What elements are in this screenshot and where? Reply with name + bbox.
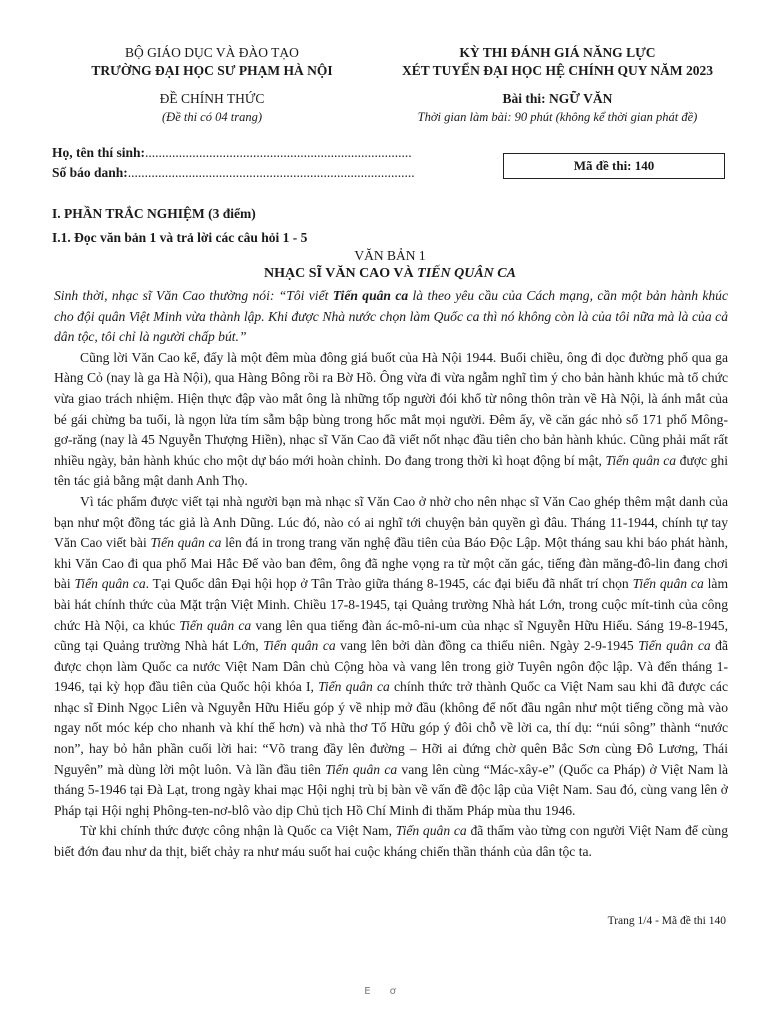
page-count: (Đề thi có 04 trang) [162,110,262,124]
section-heading: I. PHẦN TRẮC NGHIỆM (3 điểm) [52,206,256,221]
paragraph-1: Cũng lời Văn Cao kể, đấy là một đêm mùa đông giá buốt của Hà Nội 1944. Buổi chiều, ông đi dọc đường phố qua ga Hàng Cỏ (nay là ga Hà Nội), qua Hàng Bông rồi ra Bờ Hồ. Ông vừa đi vừa ngẫm nghĩ tìm ý cho bản hành khúc mà tổ chức vừa giao trách nhiệm. Hiện thực đập vào mắt ông là những tốp người đói khổ từ nông thôn tràn về Hà Nội, là ánh mắt của bé gái chừng ba tuổi, là ngọn lửa tím sẫm bập bùng trong hốc mắt mọi người. Đêm ấy, về căn gác nhỏ số 171 phố Mông-gơ-răng (nay là 45 Nguyễn Thượng Hiền), nhạc sĩ Văn Cao đã viết nốt nhạc đầu tiên cho bản hành khúc. Cũng phải mất rất nhiều ngày, bản hành khúc cho một dự báo mới hoàn chỉnh. Do đang trong thời kì hoạt động bí mật, Tiến quân ca được ghi tên tác giả bằng mật danh Anh Thọ. [54,349,728,489]
candidate-id-line [52,164,415,182]
candidate-name-label: Họ, tên thí sinh: [52,145,146,160]
passage-title-main: NHẠC SĨ VĂN CAO VÀ [264,266,418,281]
university-name: TRƯỜNG ĐẠI HỌC SƯ PHẠM HÀ NỘI [91,63,333,78]
subject-label: Bài thi: NGỮ VĂN [502,91,613,106]
candidate-id-dots: ..................................................................................... [127,165,415,180]
admission-name: XÉT TUYỂN ĐẠI HỌC HỆ CHÍNH QUY NĂM 2023 [401,63,714,78]
passage-body [54,286,728,863]
passage-title [52,265,728,283]
scan-mark: E ơ [364,986,404,997]
header-left [52,44,372,126]
paragraph-2: Vì tác phẩm được viết tại nhà người bạn mà nhạc sĩ Văn Cao ở nhờ cho nên nhạc sĩ Văn Cao ghép thêm mật danh của bạn như một đồng tác giả là Anh Dũng. Lúc đó, nào có ai nghĩ tới chuyện bản quyền gì đâu. Tháng 11-1944, chính tự tay Văn Cao viết bài Tiến quân ca lên đá in trong trang văn nghệ đầu tiên của Báo Độc Lập. Một tháng sau khi báo phát hành, khi Văn Cao đi qua phố Mai Hắc Đế vào ban đêm, ông đã nghe vọng ra từ một căn gác, tiếng đàn măng-đô-lin đang chơi bài Tiến quân ca. Tại Quốc dân Đại hội họp ở Tân Trào giữa tháng 8-1945, các đại biểu đã nhất trí chọn Tiến quân ca làm bài hát chính thức của Mặt trận Việt Minh. Chiều 17-8-1945, tại Quảng trường Nhà hát Lớn, trong cuộc mít-tinh của công chức Hà Nội, ca khúc Tiến quân ca vang lên qua tiếng đàn ác-mô-ni-um của nhạc sĩ Nguyễn Hữu Hiếu. Sáng 19-8-1945, cũng tại Quảng trường Nhà hát Lớn, Tiến quân ca vang lên bởi dàn đồng ca thiếu niên. Ngày 2-9-1945 Tiến quân ca đã được chọn làm Quốc ca nước Việt Nam Dân chủ Cộng hòa và vang lên trong giờ Tuyên ngôn độc lập. Và đến tháng 1-1946, tại kỳ họp đầu tiên của Quốc hội khóa I, Tiến quân ca chính thức trở thành Quốc ca Việt Nam sau khi đã được các nhạc sĩ Đinh Ngọc Liên và Nguyễn Hữu Hiếu góp ý về nhịp mở đầu (không để nốt đầu ngân như một tiếng cồng mà vào ngay nốt móc kép cho nhanh và khí thế hơn) và nhà thơ Tố Hữu góp ý đôi chỗ về lời ca, thí dụ: “núi sông” thành “nước non”, hay bỏ hẳn phần cuối lời hai: “Võ trang đầy lên đường – Hỡi ai đứng chờ quên Bắc Sơn cùng Đô Lương, Thái Nguyên” mà dùng lời một luôn. Và lần đầu tiên Tiến quân ca vang lên cùng “Mác-xây-e” (Quốc ca Pháp) ở Việt Nam là tháng 5-1946 tại Đà Lạt, trong ngày khai mạc Hội nghị trù bị bàn về vấn đề độc lập của Việt Nam. Sau đó, cùng vang lên ở Pháp tại Hội nghị Phông-ten-nơ-blô vào dịp Chủ tịch Hồ Chí Minh đi thăm Pháp mùa thu 1946. [54,493,729,818]
passage-label: VĂN BẢN 1 [354,248,426,263]
passage-title-song: TIẾN QUÂN CA [417,266,516,281]
subsection-heading: I.1. Đọc văn bản 1 và trả lời các câu hỏi 1 - 5 [52,230,308,245]
exam-name: KỲ THI ĐÁNH GIÁ NĂNG LỰC [459,45,656,60]
paragraph-3: Từ khi chính thức được công nhận là Quốc ca Việt Nam, Tiến quân ca đã thấm vào từng con người Việt Nam để cùng biết đớn đau như da thịt, biết chảy ra như máu suốt hai cuộc kháng chiến thần thánh của dân tộc ta. [54,823,729,860]
time-label: Thời gian làm bài: 90 phút (không kể thời gian phát đề) [417,110,698,124]
passage-quote: Sinh thời, nhạc sĩ Văn Cao thường nói: “Tôi viết Tiến quân ca là theo yêu cầu của Cách mạng, cần một bản hành khúc cho đội quân Việt Minh vừa thành lập. Khi được Nhà nước chọn làm Quốc ca thì nó không còn là của tôi nữa mà là của cả dân tộc, tôi chỉ là người chấp bút.” [54,288,728,345]
exam-code-box: Mã đề thi: 140 [503,153,725,179]
candidate-name-dots: ............................................................................... [145,145,412,160]
official-label: ĐỀ CHÍNH THỨC [159,91,265,106]
candidate-name-line [52,144,412,162]
candidate-id-label: Số báo danh: [52,165,128,180]
header-right [385,44,730,126]
ministry-name: BỘ GIÁO DỤC VÀ ĐÀO TẠO [125,45,299,60]
page-footer: Trang 1/4 - Mã đề thi 140 [607,915,726,927]
